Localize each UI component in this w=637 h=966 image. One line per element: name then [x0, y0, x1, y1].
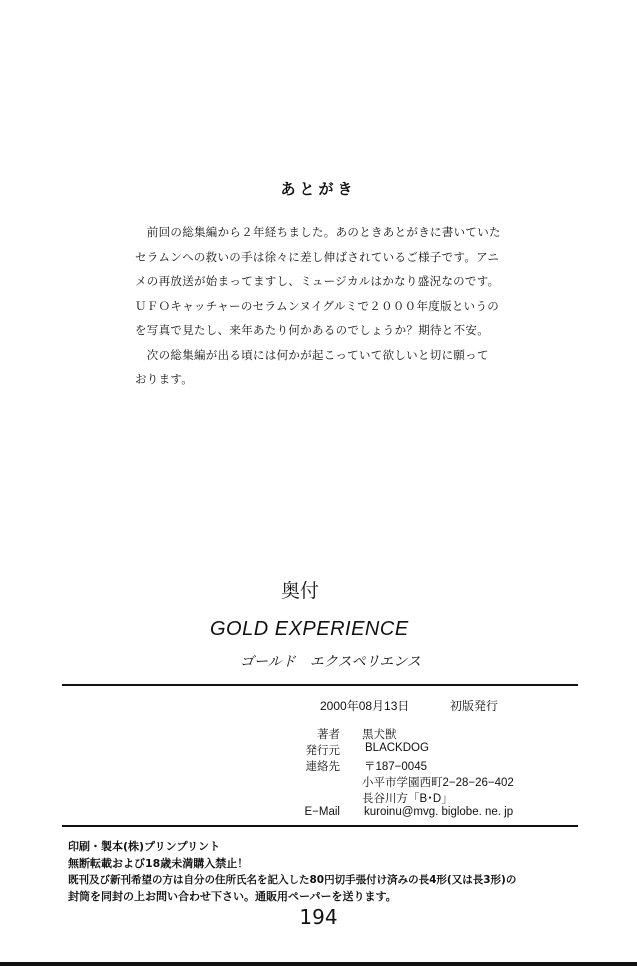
afterword-line: セラムンへの救いの手は徐々に差し伸ばされているご様子です。アニ	[135, 249, 500, 264]
afterword-line: 次の総集編が出る頃には何かが起こっていて欲しいと切に願って	[135, 347, 489, 362]
credit-value: 〒187−0045	[364, 761, 427, 773]
note-line: 封筒を同封の上お問い合わせ下さい。通販用ペーパーを送ります。	[68, 890, 397, 903]
afterword-line: メの再放送が始まってますし、ミュージカルはかなり盛況なのです。	[135, 274, 500, 288]
edition-label: 初版発行	[450, 699, 499, 713]
publication-date: 2000年08月13日	[320, 699, 410, 713]
credit-label: E−Mail	[304, 806, 340, 818]
book-title-kana: ゴールド エクスペリエンス	[240, 654, 421, 670]
credit-value: 黒犬獣	[362, 729, 397, 741]
afterword-line: 前回の総集編から２年経ちました。あのときあとがきに書いていた	[135, 225, 501, 239]
afterword-line: を写真で見たし、来年あたり何かあるのでしょうか？期待と不安。	[135, 323, 489, 337]
afterword-body	[135, 220, 525, 392]
email-address: kuroinu@mvg. biglobe. ne. jp	[364, 806, 514, 818]
note-line: 印刷・製本(株)プリンプリント	[68, 840, 221, 853]
credit-label: 発行元	[305, 743, 340, 757]
scan-edge	[0, 962, 637, 966]
afterword-line: おります。	[135, 372, 194, 386]
book-title-english: GOLD EXPERIENCE	[210, 618, 409, 640]
divider-top	[62, 684, 578, 686]
afterword-title: あとがき	[280, 180, 357, 198]
credit-label: 著者	[317, 727, 340, 741]
page-number: 194	[299, 905, 338, 929]
note-line: 無断転載および18歳未満購入禁止！	[68, 857, 249, 870]
credit-value: BLACKDOG	[365, 742, 429, 754]
note-line: 既刊及び新刊希望の方は自分の住所氏名を記入した80円切手張付け済みの長4形(又は長3形)の	[68, 874, 517, 886]
divider-bottom	[62, 825, 578, 827]
credit-value: 小平市学園西町2−28−26−402	[362, 777, 514, 789]
credit-label: 連絡先	[305, 759, 340, 773]
afterword-line: ＵＦＯキャッチャーのセラムンヌイグルミで２０００年度版というの	[135, 298, 500, 313]
colophon-heading: 奥付	[280, 580, 319, 602]
credit-value: 長谷川方「B･D」	[362, 793, 453, 805]
